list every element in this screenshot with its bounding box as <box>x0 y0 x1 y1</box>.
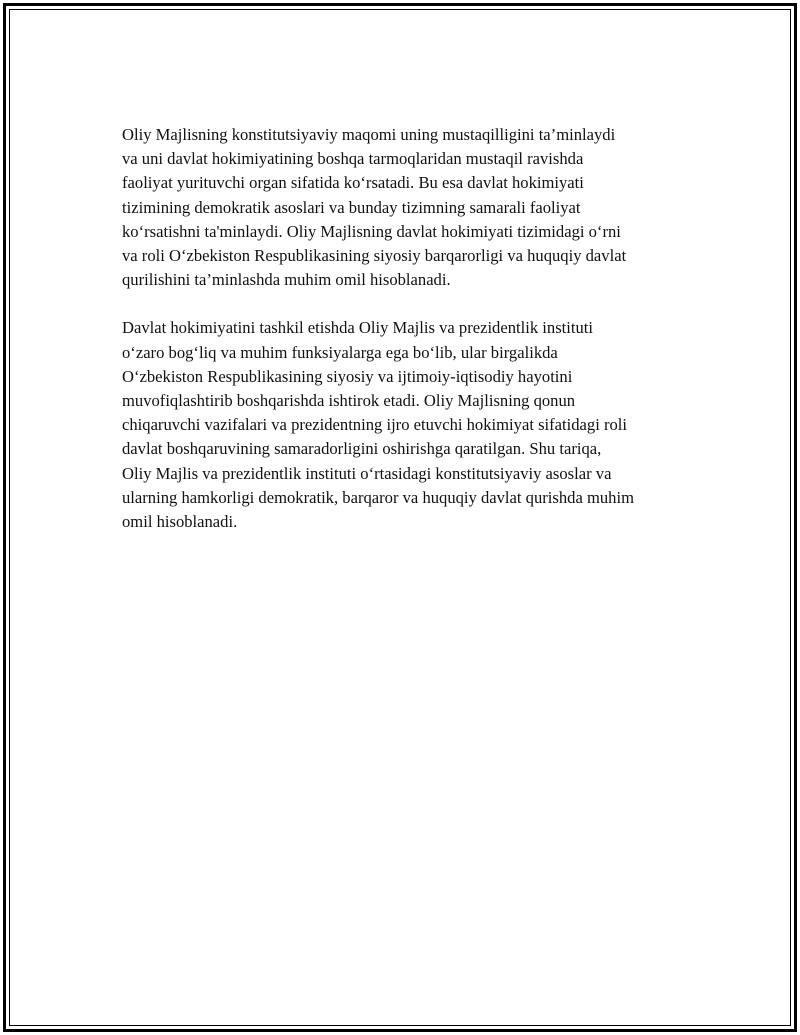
paragraph-line: Oliy Majlisning konstitutsiyaviy maqomi uning mustaqilligini ta’minlaydi <box>122 125 616 144</box>
paragraph-line: O‘zbekiston Respublikasining siyosiy va ijtimoiy-iqtisodiy hayotini <box>122 366 573 386</box>
paragraph-line: chiqaruvchi vazifalari va prezidentning ijro etuvchi hokimiyat sifatidagi roli <box>122 415 628 435</box>
paragraph-line: ularning hamkorligi demokratik, barqaror va huquqiy davlat qurishda muhim <box>122 487 634 507</box>
paragraph-line: va roli O‘zbekiston Respublikasining siyosiy barqarorligi va huquqiy davlat <box>122 246 627 266</box>
paragraph-line: omil hisoblanadi. <box>122 512 238 532</box>
paragraph-line: qurilishini ta’minlashda muhim omil hisoblanadi. <box>122 270 451 290</box>
paragraph-line: Davlat hokimiyatini tashkil etishda Oliy Majlis va prezidentlik instituti <box>122 318 594 338</box>
paragraph-2 <box>122 316 702 534</box>
paragraph-line: ko‘rsatishni ta'minlaydi. Oliy Majlisning davlat hokimiyati tizimidagi o‘rni <box>122 221 621 241</box>
paragraph-line: va uni davlat hokimiyatining boshqa tarmoqlaridan mustaqil ravishda <box>122 149 584 169</box>
paragraph-line: Oliy Majlis va prezidentlik instituti o‘rtasidagi konstitutsiyaviy asoslar va <box>122 463 612 483</box>
paragraph-line: faoliyat yurituvchi organ sifatida ko‘rsatadi. Bu esa davlat hokimiyati <box>122 173 584 193</box>
paragraph-line: davlat boshqaruvining samaradorligini oshirishga qaratilgan. Shu tariqa, <box>122 439 602 459</box>
page-border <box>3 3 797 1032</box>
paragraph-line: tizimining demokratik asoslari va bunday tizimning samarali faoliyat <box>122 197 581 217</box>
document-body <box>122 123 702 534</box>
paragraph-1 <box>122 123 702 292</box>
paragraph-line: muvofiqlashtirib boshqarishda ishtirok etadi. Oliy Majlisning qonun <box>122 391 576 411</box>
paragraph-line: o‘zaro bog‘liq va muhim funksiyalarga ega bo‘lib, ular birgalikda <box>122 342 558 362</box>
